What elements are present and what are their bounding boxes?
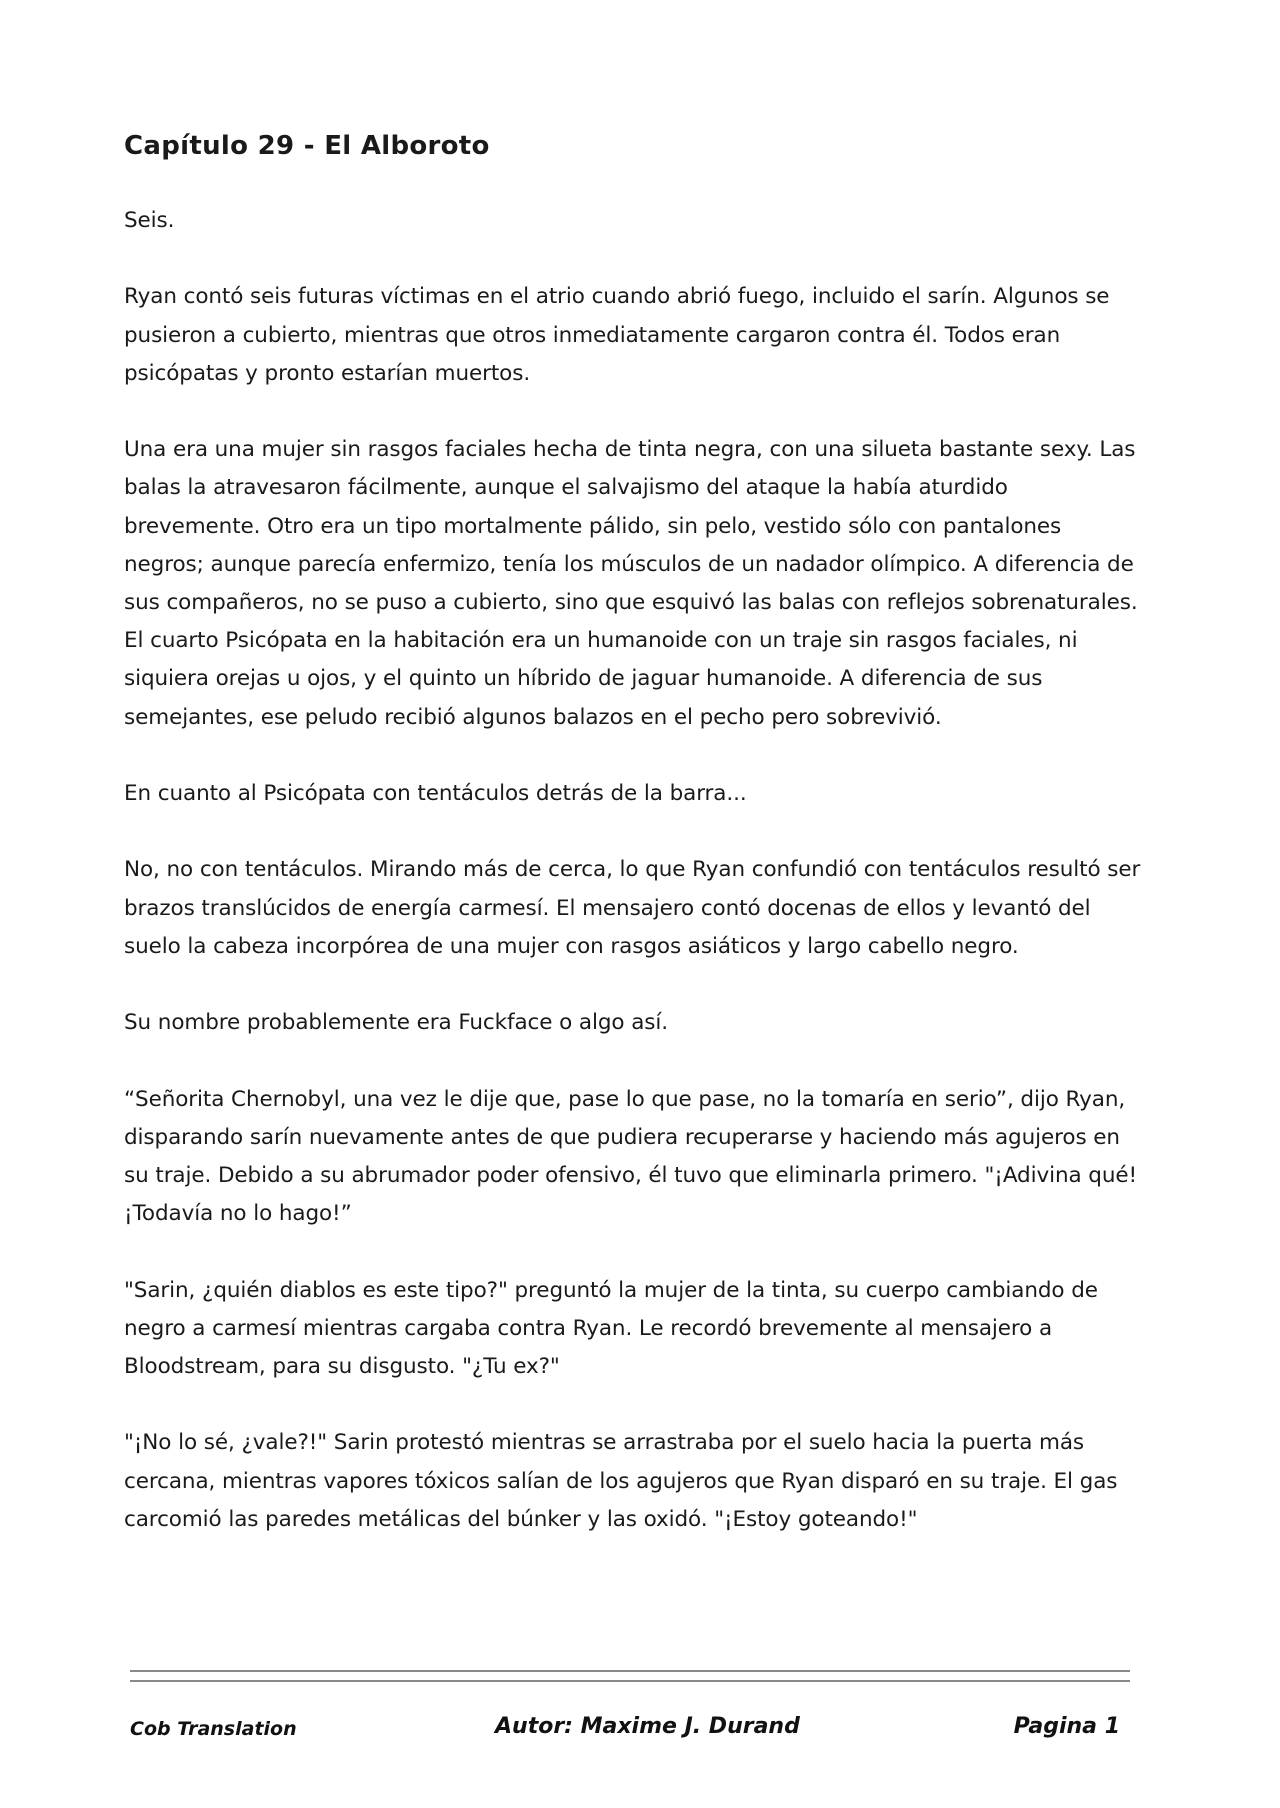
footer-author: Autor: Maxime J. Durand xyxy=(495,1714,800,1739)
paragraph: Ryan contó seis futuras víctimas en el atrio cuando abrió fuego, incluido el sarín. Algunos se pusieron a cubierto, mientras que otros inmediatamente cargaron contra él. Todos eran psicópatas y pronto estarían muertos. xyxy=(124,284,1110,386)
paragraph: "¡No lo sé, ¿vale?!" Sarin protestó mientras se arrastraba por el suelo hacia la puerta más cercana, mientras vapores tóxicos salían de los agujeros que Ryan disparó en su traje. El gas carcomió las paredes metálicas del búnker y las oxidó. "¡Estoy goteando!" xyxy=(124,1430,1118,1532)
paragraph: No, no con tentáculos. Mirando más de cerca, lo que Ryan confundió con tentáculos resultó ser brazos translúcidos de energía carmesí. El mensajero contó docenas de ellos y levantó del suelo la cabeza incorpórea de una mujer con rasgos asiáticos y largo cabello negro. xyxy=(124,857,1141,959)
paragraph: “Señorita Chernobyl, una vez le dije que, pase lo que pase, no la tomaría en serio”, dijo Ryan, disparando sarín nuevamente antes de que pudiera recuperarse y haciendo más agujeros en su traje. Debido a su abrumador poder ofensivo, él tuvo que eliminarla primero. "¡Adivina qué! ¡Todavía no lo hago!” xyxy=(124,1086,1138,1227)
footer-divider xyxy=(130,1670,1130,1672)
footer-translator: Cob Translation xyxy=(130,1718,297,1740)
paragraph: Seis. xyxy=(124,208,175,233)
paragraph: Una era una mujer sin rasgos faciales hecha de tinta negra, con una silueta bastante sexy. Las balas la atravesaron fácilmente, aunque el salvajismo del ataque la había aturdido brevemente. Otro era un tipo mortalmente pálido, sin pelo, vestido sólo con pantalones negros; aunque parecía enfermizo, tenía los músculos de un nadador olímpico. A diferencia de sus compañeros, no se puso a cubierto, sino que esquivó las balas con reflejos sobrenaturales. El cuarto Psicópata en la habitación era un humanoide con un traje sin rasgos faciales, ni siquiera orejas u ojos, y el quinto un híbrido de jaguar humanoide. A diferencia de sus semejantes, ese peludo recibió algunos balazos en el pecho pero sobrevivió. xyxy=(124,437,1138,730)
footer-divider xyxy=(130,1680,1130,1682)
page-footer xyxy=(130,1712,1130,1748)
paragraph: En cuanto al Psicópata con tentáculos detrás de la barra... xyxy=(124,781,747,806)
chapter-title: Capítulo 29 - El Alboroto xyxy=(124,131,490,161)
paragraph: "Sarin, ¿quién diablos es este tipo?" preguntó la mujer de la tinta, su cuerpo cambiando de negro a carmesí mientras cargaba contra Ryan. Le recordó brevemente al mensajero a Bloodstream, para su disgusto. "¿Tu ex?" xyxy=(124,1277,1098,1379)
footer-page-number: Pagina 1 xyxy=(1013,1714,1120,1739)
paragraph: Su nombre probablemente era Fuckface o algo así. xyxy=(124,1010,668,1036)
document-body xyxy=(124,128,1144,1577)
